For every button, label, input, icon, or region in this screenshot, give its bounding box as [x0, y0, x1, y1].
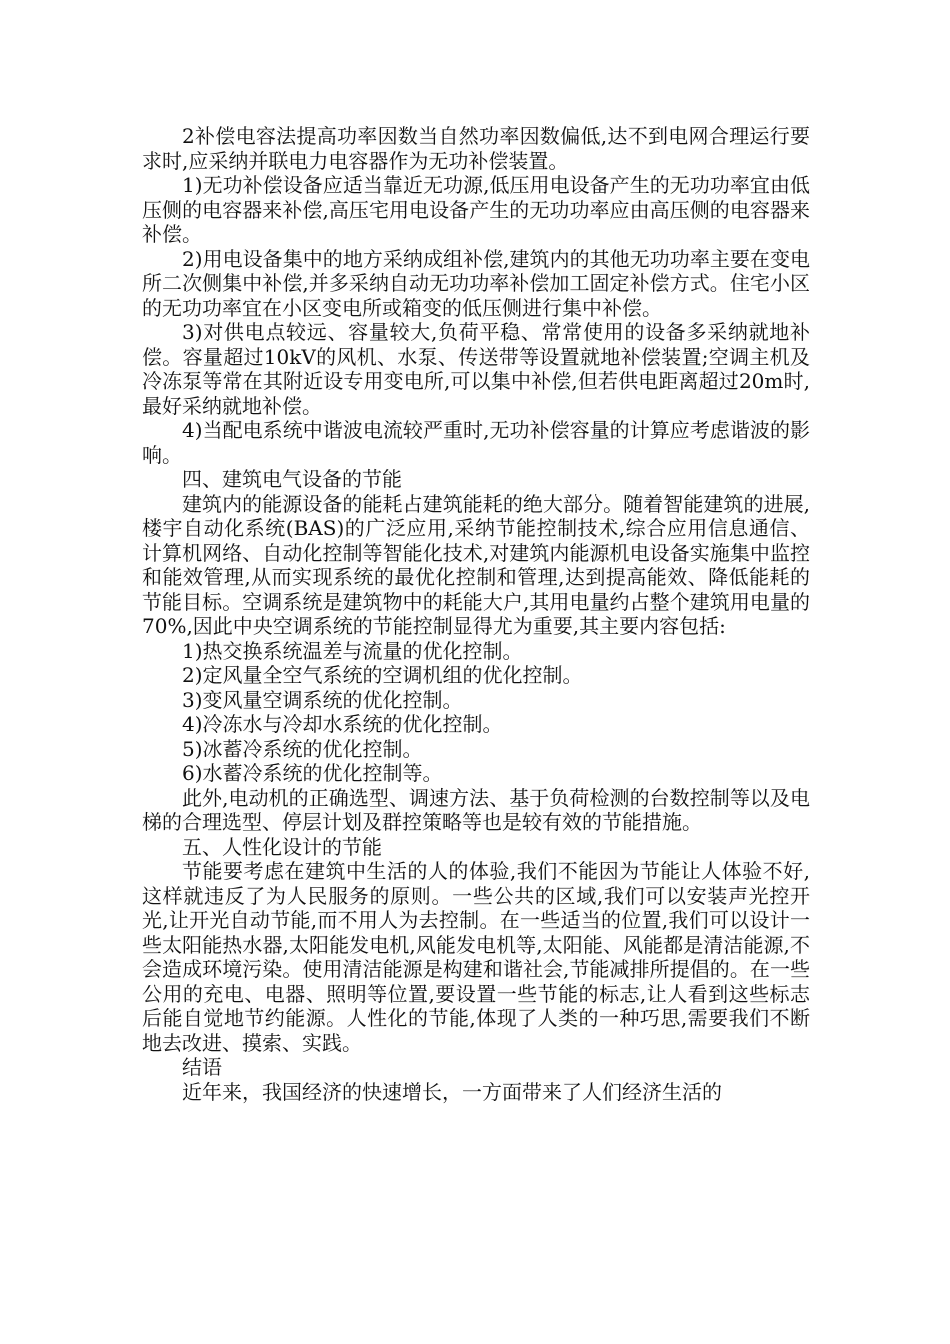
paragraph-item-4: 4)当配电系统中谐波电流较严重时,无功补偿容量的计算应考虑谐波的影响。 [142, 418, 810, 467]
section-heading-conclusion: 结语 [182, 1055, 222, 1079]
list-item-2: 2)定风量全空气系统的空调机组的优化控制。 [182, 663, 583, 687]
paragraph-other-measures: 此外,电动机的正确选型、调速方法、基于负荷检测的台数控制等以及电梯的合理选型、停层计划及群控策略等也是较有效的节能措施。 [142, 785, 810, 834]
paragraph-item-2: 2)用电设备集中的地方采纳成组补偿,建筑内的其他无功功率主要在变电所二次侧集中补偿,并多采纳自动无功功率补偿加工固定补偿方式。住宅小区的无功功率宜在小区变电所或箱变的低压侧进行集中补偿。 [142, 246, 810, 320]
paragraph-humanized-design: 节能要考虑在建筑中生活的人的体验,我们不能因为节能让人体验不好,这样就违反了为人民服务的原则。一些公共的区域,我们可以安装声光控开光,让开光自动节能,而不用人为去控制。在一些适当的位置,我们可以设计一些太阳能热水器,太阳能发电机,风能发电机等,太阳能、风能都是清洁能源,不会造成环境污染。使用清洁能源是构建和谐社会,节能减排所提倡的。在一些公用的充电、电器、照明等位置,要设置一些节能的标志,让人看到这些标志后能自觉地节约能源。人性化的节能,体现了人类的一种巧思,需要我们不断地去改进、摸索、实践。 [142, 859, 810, 1055]
list-item-3: 3)变风量空调系统的优化控制。 [182, 687, 463, 712]
section-heading-4: 四、建筑电气设备的节能 [182, 467, 402, 491]
paragraph-conclusion: 近年来，我国经济的快速增长，一方面带来了人们经济生活的 [182, 1079, 722, 1104]
list-item-1: 1)热交换系统温差与流量的优化控制。 [182, 638, 523, 663]
list-item-5: 5)冰蓄冷系统的优化控制。 [182, 736, 423, 761]
paragraph-equipment-energy: 建筑内的能源设备的能耗占建筑能耗的绝大部分。随着智能建筑的进展,楼宇自动化系统(BAS)的广泛应用,采纳节能控制技术,综合应用信息通信、计算机网络、自动化控制等智能化技术,对建筑内能源机电设备实施集中监控和能效管理,从而实现系统的最优化控制和管理,达到提高能效、降低能耗的节能目标。空调系统是建筑物中的耗能大户,其用电量约占整个建筑用电量的70%,因此中央空调系统的节能控制显得尤为重要,其主要内容包括: [142, 491, 810, 638]
paragraph-capacitor-compensation: 2补偿电容法提高功率因数当自然功率因数偏低,达不到电网合理运行要求时,应采纳并联电力电容器作为无功补偿装置。 [142, 124, 810, 173]
paragraph-item-3: 3)对供电点较远、容量较大,负荷平稳、常常使用的设备多采纳就地补偿。容量超过10kV的风机、水泵、传送带等设置就地补偿装置;空调主机及冷冻泵等常在其附近设专用变电所,可以集中补偿,但若供电距离超过20m时,最好采纳就地补偿。 [142, 320, 810, 418]
list-item-6: 6)水蓄冷系统的优化控制等。 [182, 761, 443, 785]
list-item-4: 4)冷冻水与冷却水系统的优化控制。 [182, 712, 503, 736]
paragraph-item-1: 1)无功补偿设备应适当靠近无功源,低压用电设备产生的无功功率宜由低压侧的电容器来补偿,高压宅用电设备产生的无功功率应由高压侧的电容器来补偿。 [142, 173, 810, 246]
section-heading-5: 五、人性化设计的节能 [182, 834, 382, 859]
document-body [142, 124, 810, 1104]
